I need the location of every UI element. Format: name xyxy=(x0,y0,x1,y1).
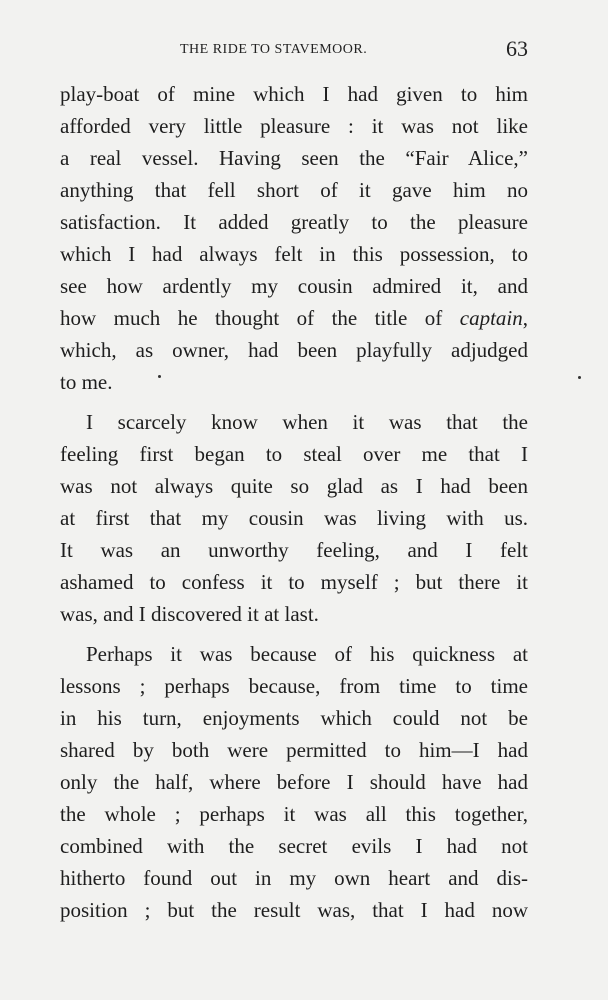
text-line: satisfaction. It added greatly to the pleasure xyxy=(60,210,528,234)
text-line: the whole ; perhaps it was all this together, xyxy=(60,802,528,826)
text-line: a real vessel. Having seen the “Fair Alice,” xyxy=(60,146,528,170)
text-line: hitherto found out in my own heart and dis- xyxy=(60,866,528,890)
text-line: only the half, where before I should have had xyxy=(60,770,528,794)
text-line: shared by both were permitted to him—I had xyxy=(60,738,528,762)
text-line: in his turn, enjoyments which could not be xyxy=(60,706,528,730)
text-line: I scarcely know when it was that the xyxy=(86,410,528,434)
italic-word: captain xyxy=(459,306,523,330)
text-line: feeling first began to steal over me that I xyxy=(60,442,528,466)
text-line: ashamed to confess it to myself ; but there it xyxy=(60,570,528,594)
print-speck xyxy=(158,375,161,378)
text-line: Perhaps it was because of his quickness at xyxy=(86,642,528,666)
text-line: which, as owner, had been playfully adjudged xyxy=(60,338,528,362)
text-line: combined with the secret evils I had not xyxy=(60,834,528,858)
text-line: at first that my cousin was living with us. xyxy=(60,506,528,530)
print-speck xyxy=(578,376,581,379)
text-line: to me. xyxy=(60,370,113,394)
running-head: THE RIDE TO STAVEMOOR. xyxy=(180,42,368,57)
text-line: It was an unworthy feeling, and I felt xyxy=(60,538,528,562)
text-line: anything that fell short of it gave him no xyxy=(60,178,528,202)
text-line: was, and I discovered it at last. xyxy=(60,602,319,626)
text-line: afforded very little pleasure : it was not like xyxy=(60,114,528,138)
text-line: lessons ; perhaps because, from time to time xyxy=(60,674,528,698)
text-line-with-italic: how much he thought of the title of captain, xyxy=(60,306,528,330)
text-line: play-boat of mine which I had given to him xyxy=(60,82,528,106)
text-line: was not always quite so glad as I had been xyxy=(60,474,528,498)
body-text xyxy=(60,78,528,926)
text-line: see how ardently my cousin admired it, and xyxy=(60,274,528,298)
text-line: which I had always felt in this possession, to xyxy=(60,242,528,266)
page-header xyxy=(60,36,528,66)
text-line: position ; but the result was, that I had now xyxy=(60,898,528,922)
page-number: 63 xyxy=(506,36,528,61)
